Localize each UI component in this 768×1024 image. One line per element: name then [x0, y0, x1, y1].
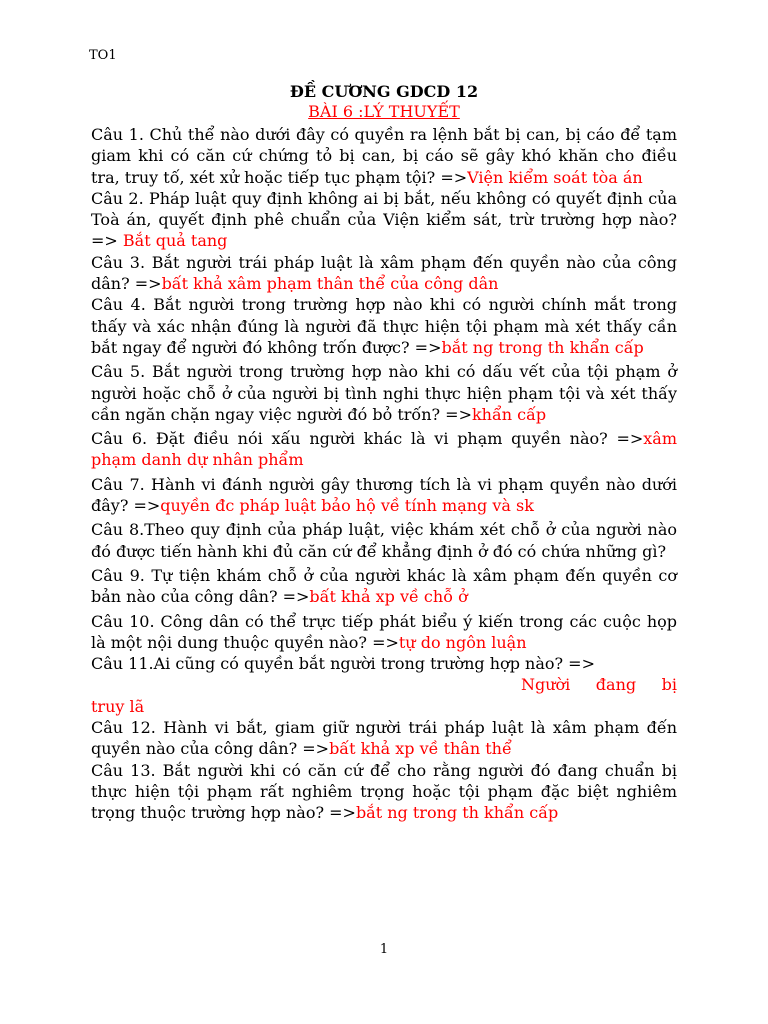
question-text: Câu 12. Hành vi bắt, giam giữ người trái pháp luật là xâm phạm đến quyền nào của công dân? => [91, 718, 677, 759]
question-text: Câu 1. Chủ thể nào dưới đây có quyền ra lệnh bắt bị can, bị cáo để tạm giam khi có căn cứ chứng tỏ bị can, bị cáo sẽ gây khó khăn cho điều tra, truy tố, xét xử hoặc tiếp tục phạm tội? => [91, 125, 677, 187]
document-body [91, 124, 677, 824]
question-5 [91, 361, 677, 425]
question-text: Câu 13. Bắt người khi có căn cứ để cho rằng người đó đang chuẩn bị thực hiện tội phạm rất nghiêm trọng hoặc tội phạm đặc biệt nghiêm trọng thuộc trường hợp nào? => [91, 760, 677, 823]
page-number: 1 [379, 942, 389, 957]
question-7 [91, 474, 677, 517]
question-12 [91, 717, 677, 760]
question-text: Câu 7. Hành vi đánh người gây thương tích là vi phạm quyền nào dưới đây? => [91, 474, 677, 516]
answer-text: tự do ngôn luận [398, 632, 527, 652]
document-title: ĐỀ CƯƠNG GDCD 12 [289, 82, 479, 101]
answer-text-continued: truy lã [91, 696, 145, 716]
question-text: Câu 9. Tự tiện khám chỗ ở của người khác là xâm phạm đến quyền cơ bản nào của công dân? => [91, 565, 677, 607]
answer-text: xâm phạm danh dự nhân phẩm [91, 429, 677, 470]
answer-text: bất khả xp về chỗ ở [309, 587, 468, 607]
answer-text: Bắt quả tang [122, 231, 228, 251]
question-text: Câu 4. Bắt người trong trường hợp nào khi có người chính mắt trong thấy và xác nhận đúng là người đã thực hiện tội phạm mà xét thấy cần bắt ngay để người đó không trốn được? => [91, 295, 677, 357]
question-text: Câu 3. Bắt người trái pháp luật là xâm phạm đến quyền nào của công dân? => [91, 252, 677, 294]
question-text: Câu 2. Pháp luật quy định không ai bị bắt, nếu không có quyết định của Toà án, quyết định phê chuẩn của Viện kiểm sát, trừ trường hợp nào?=> [91, 188, 677, 251]
question-text: Câu 8.Theo quy định của pháp luật, việc khám xét chỗ ở của người nào đó được tiến hành khi đủ căn cứ để khẳng định ở đó có chứa những gì? [91, 520, 677, 561]
question-13 [91, 760, 677, 824]
question-text: Câu 11.Ai cũng có quyền bắt người trong trường hợp nào? => [91, 654, 595, 674]
question-11 [91, 653, 677, 717]
question-1 [91, 124, 677, 188]
question-8 [91, 519, 677, 562]
question-6 [91, 428, 677, 471]
question-text: Câu 10. Công dân có thể trực tiếp phát biểu ý kiến trong các cuộc họp là một nội dung thuộc quyền nào? => [91, 611, 677, 652]
question-text: Câu 6. Đặt điều nói xấu người khác là vi phạm quyền nào? => [91, 429, 644, 449]
answer-text: bất khả xp về thân thể [329, 739, 512, 759]
answer-text: Người đang bị [521, 675, 677, 695]
question-10 [91, 611, 677, 654]
question-3 [91, 252, 677, 295]
answer-text: Viện kiểm soát tòa án [467, 167, 643, 187]
question-9 [91, 565, 677, 608]
document-header-tag: TO1 [89, 48, 117, 63]
question-2 [91, 188, 677, 252]
answer-text: bất khả xâm phạm thân thể của công dân [161, 274, 499, 294]
question-text: Câu 5. Bắt người trong trường hợp nào khi có dấu vết của tội phạm ở người hoặc chỗ ở của người bị tình nghi thực hiện phạm tội và xét thấy cần ngăn chặn ngay việc người đó bỏ trốn? => [91, 362, 677, 424]
answer-text: bắt ng trong th khẩn cấp [441, 337, 644, 357]
answer-text: quyền đc pháp luật bảo hộ về tính mạng và sk [160, 496, 534, 516]
answer-text: bắt ng trong th khẩn cấp [355, 803, 559, 823]
answer-text: khẩn cấp [471, 404, 547, 424]
document-subtitle: BÀI 6 :LÝ THUYẾT [308, 102, 460, 121]
question-4 [91, 294, 677, 358]
